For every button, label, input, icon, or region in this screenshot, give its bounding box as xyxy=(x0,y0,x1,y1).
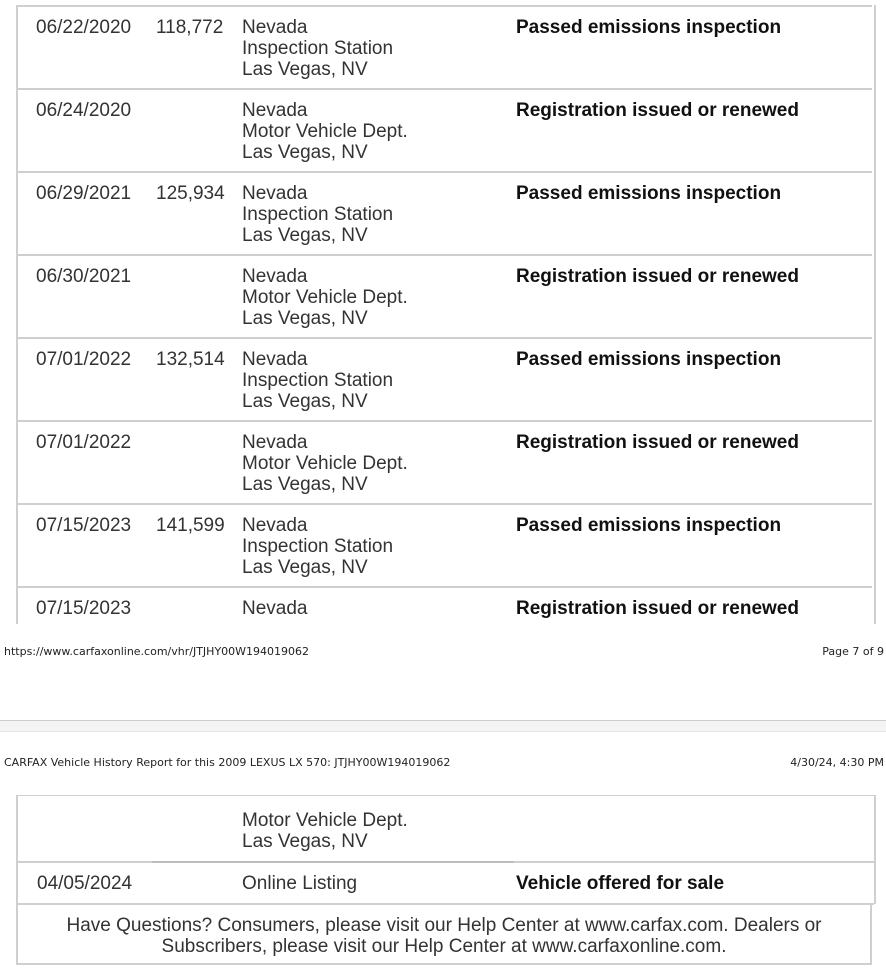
source-line: Nevada xyxy=(242,17,308,38)
record-date: 06/22/2020 xyxy=(36,17,132,38)
record-comment: Registration issued or renewed xyxy=(516,432,799,453)
source-line: Motor Vehicle Dept. xyxy=(242,810,408,831)
record-date: 07/01/2022 xyxy=(36,432,132,453)
record-date: 04/05/2024 xyxy=(37,873,133,894)
print-datetime: 4/30/24, 4:30 PM xyxy=(790,756,884,769)
record-source xyxy=(242,598,308,619)
history-table-continued xyxy=(16,795,876,904)
history-record xyxy=(16,5,872,88)
report-title: CARFAX Vehicle History Report for this 2009 LEXUS LX 570: JTJHY00W194019062 xyxy=(4,756,451,769)
source-line: Las Vegas, NV xyxy=(242,59,368,80)
source-line: Inspection Station xyxy=(242,370,394,391)
record-comment: Registration issued or renewed xyxy=(516,266,799,287)
source-line: Nevada xyxy=(242,515,308,536)
history-record xyxy=(16,254,872,337)
source-line: Las Vegas, NV xyxy=(242,831,368,852)
help-text-line: Have Questions? Consumers, please visit our Help Center at www.carfax.com. Dealers or xyxy=(66,915,822,936)
record-comment: Registration issued or renewed xyxy=(516,100,799,121)
record-source xyxy=(242,515,393,578)
source-line: Las Vegas, NV xyxy=(242,225,368,246)
source-line: Las Vegas, NV xyxy=(242,391,368,412)
source-line: Nevada xyxy=(242,349,308,370)
record-source xyxy=(242,100,408,163)
record-comment: Passed emissions inspection xyxy=(516,17,782,38)
record-odometer: 141,599 xyxy=(156,515,225,536)
source-line: Inspection Station xyxy=(242,38,394,59)
record-date: 07/15/2023 xyxy=(36,515,132,536)
source-line: Nevada xyxy=(242,100,308,121)
record-odometer: 125,934 xyxy=(156,183,225,204)
record-odometer: 132,514 xyxy=(156,349,225,370)
help-text-line: Subscribers, please visit our Help Center at www.carfaxonline.com. xyxy=(161,936,727,957)
source-line: Las Vegas, NV xyxy=(242,308,368,329)
history-record xyxy=(16,503,872,586)
history-record xyxy=(16,420,872,503)
source-line: Nevada xyxy=(242,183,308,204)
source-line: Motor Vehicle Dept. xyxy=(242,287,408,308)
page-number: Page 7 of 9 xyxy=(822,645,884,658)
source-line: Las Vegas, NV xyxy=(242,142,368,163)
source-line: Motor Vehicle Dept. xyxy=(242,453,408,474)
record-source xyxy=(242,266,408,329)
source-line: Nevada xyxy=(242,432,308,453)
source-line: Motor Vehicle Dept. xyxy=(242,121,408,142)
record-source xyxy=(242,432,408,495)
history-record xyxy=(16,88,872,171)
record-source xyxy=(242,349,393,412)
row-divider-accent xyxy=(152,861,514,863)
record-source xyxy=(242,183,393,246)
page-break xyxy=(0,720,886,732)
record-date: 06/29/2021 xyxy=(36,183,132,204)
record-comment: Passed emissions inspection xyxy=(516,183,782,204)
source-line: Inspection Station xyxy=(242,204,394,225)
record-comment: Vehicle offered for sale xyxy=(516,873,725,894)
record-date: 07/15/2023 xyxy=(36,598,132,619)
help-center-notice xyxy=(16,905,872,965)
history-record xyxy=(16,337,872,420)
source-line: Las Vegas, NV xyxy=(242,474,368,495)
record-date: 06/30/2021 xyxy=(36,266,132,287)
continued-record-source xyxy=(242,810,408,852)
history-record xyxy=(16,171,872,254)
record-odometer: 118,772 xyxy=(156,17,224,38)
record-comment: Passed emissions inspection xyxy=(516,349,782,370)
record-comment: Passed emissions inspection xyxy=(516,515,782,536)
record-date: 06/24/2020 xyxy=(36,100,132,121)
record-comment: Registration issued or renewed xyxy=(516,598,799,619)
history-record xyxy=(16,586,872,624)
record-source xyxy=(242,17,393,80)
source-line: Inspection Station xyxy=(242,536,394,557)
record-date: 07/01/2022 xyxy=(36,349,132,370)
source-line: Nevada xyxy=(242,598,308,619)
source-line: Nevada xyxy=(242,266,308,287)
record-source: Online Listing xyxy=(242,873,358,894)
page-url: https://www.carfaxonline.com/vhr/JTJHY00W194019062 xyxy=(4,645,310,658)
source-line: Las Vegas, NV xyxy=(242,557,368,578)
